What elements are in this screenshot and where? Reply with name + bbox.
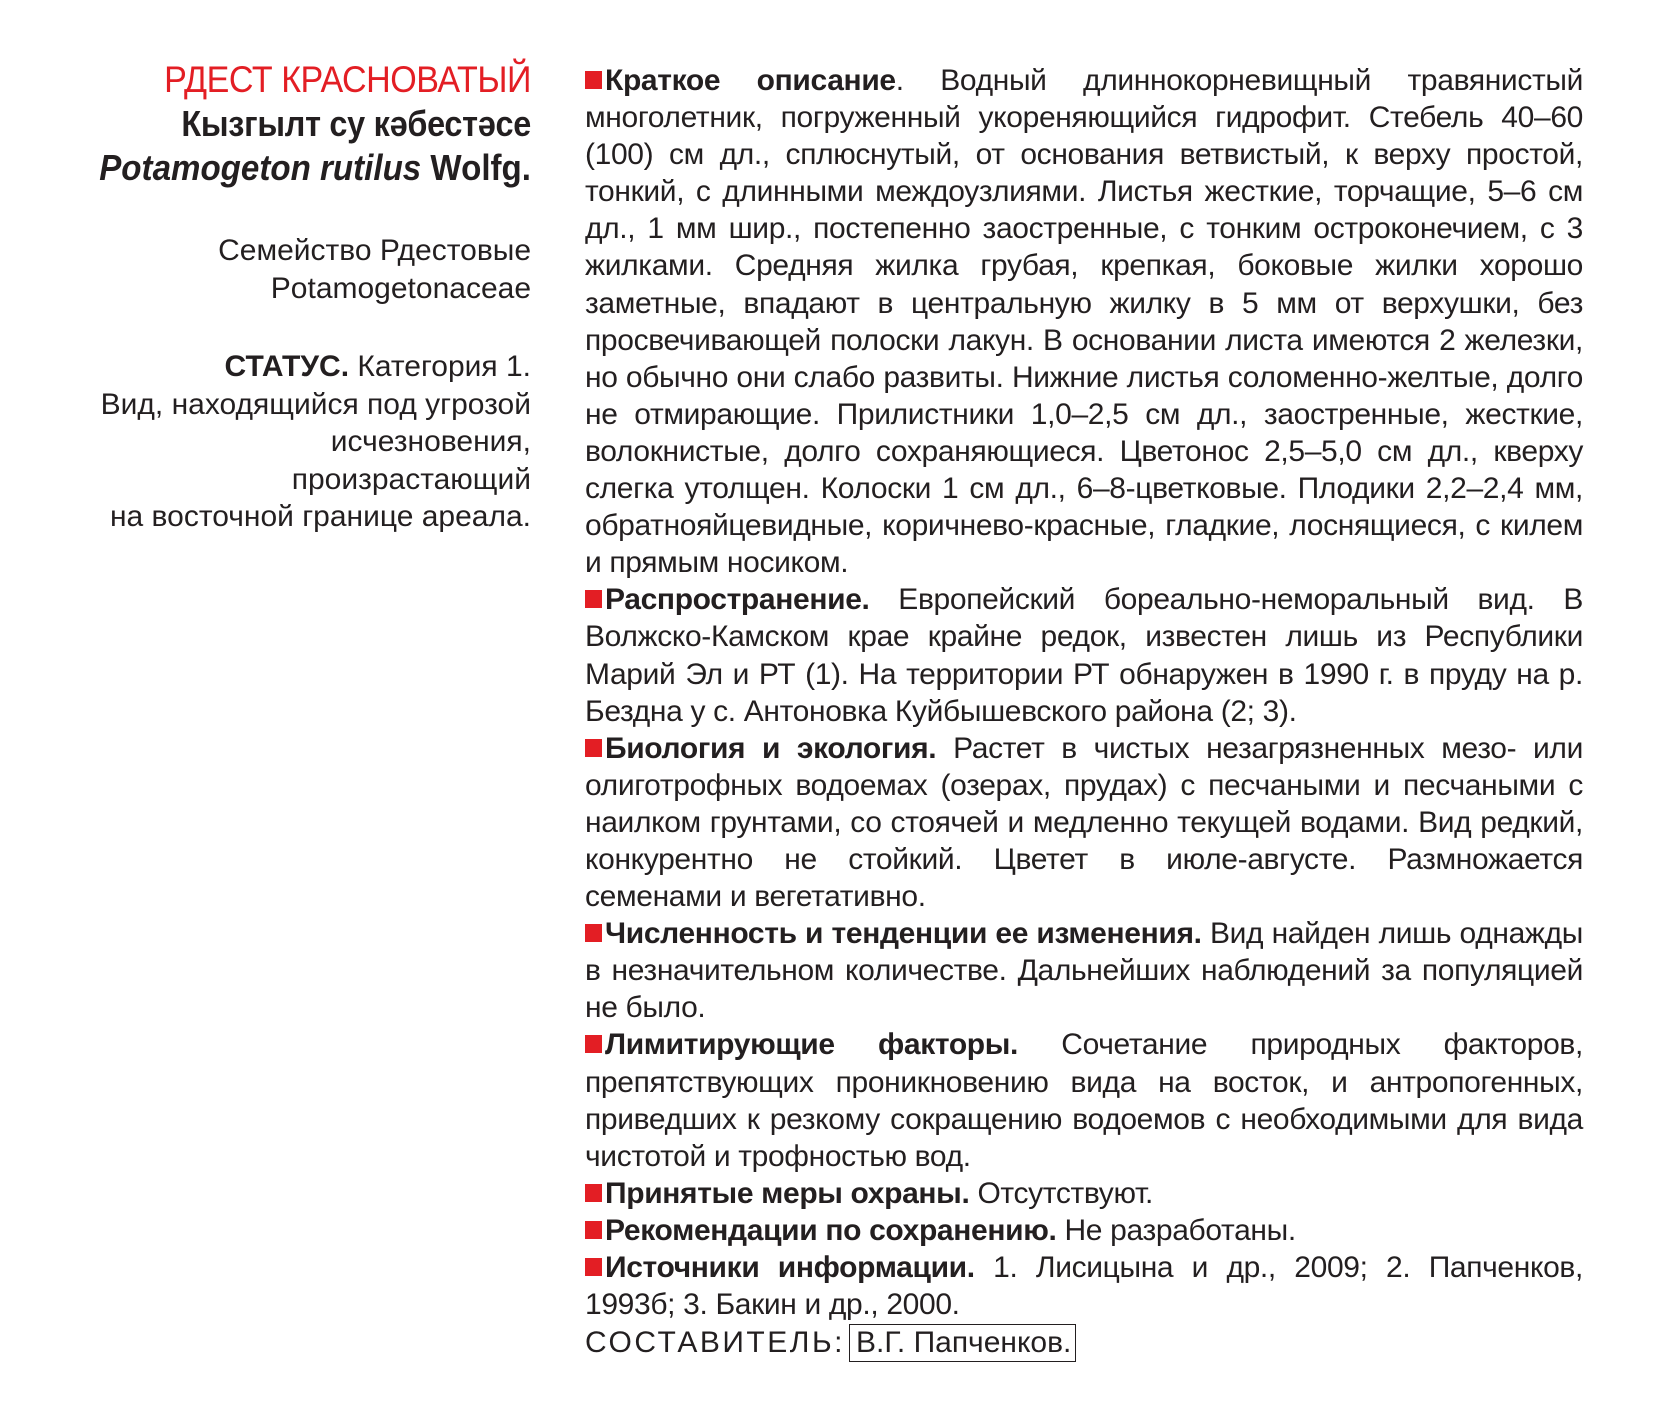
section-limiting-factors — [585, 1026, 1583, 1174]
section-sources — [585, 1249, 1583, 1323]
status-line: произрастающий — [291, 462, 531, 496]
latin-binomial: Potamogeton rutilus — [99, 147, 422, 188]
section-heading: Краткое описание — [605, 64, 896, 97]
author-name: В.Г. Папченков. — [849, 1324, 1076, 1362]
status-line: исчезновения, — [330, 425, 531, 458]
author-label: СОСТАВИТЕЛЬ: — [585, 1326, 845, 1360]
section-heading: Принятые меры охраны. — [605, 1176, 970, 1210]
status-block — [40, 348, 531, 536]
section-heading-punct: . — [895, 64, 904, 97]
section-text: Европейский бореально-неморальный вид. В Волжско-Камском крае крайне редок, известен лишь из Республики Марий Эл и РТ (1). На территории РТ обнаружен в 1990 г. в пруду на р. Бездна у с. Антоновка Куйбышевского района (2; 3). — [585, 583, 1583, 728]
section-heading: Численность и тенденции ее изменения. — [605, 917, 1202, 951]
latin-author: Wolfg. — [430, 147, 531, 188]
section-text: 1. Лисицына и др., 2009; 2. Папченков, 1993б; 3. Бакин и др., 2000. — [585, 1251, 1583, 1322]
red-square-bullet-icon — [585, 1258, 602, 1276]
status-label: СТАТУС. — [224, 350, 350, 383]
species-description — [585, 62, 1583, 1363]
section-heading: Рекомендации по сохранению. — [605, 1213, 1057, 1247]
title-russian: РДЕСТ КРАСНОВАТЫЙ — [164, 59, 531, 100]
section-text: Сочетание природных факторов, препятствующих проникновению вида на восток, и антропогенных, приведших к резкому сокращению водоемов с необходимыми для вида чистотой и трофностью вод. — [585, 1028, 1583, 1173]
red-square-bullet-icon — [585, 1184, 602, 1202]
red-square-bullet-icon — [585, 924, 602, 942]
section-recommendations — [585, 1212, 1583, 1249]
section-biology-ecology — [585, 730, 1583, 915]
family-latin: Potamogetonaceae — [270, 272, 531, 305]
title-latin — [79, 146, 531, 190]
author-line — [585, 1323, 1583, 1363]
title-tatar: Кызгылт су кәбестәсе — [181, 103, 531, 144]
red-square-bullet-icon — [585, 71, 602, 89]
section-text: Растет в чистых незагрязненных мезо- или олиготрофных водоемах (озерах, прудах) с песчаными и песчаными с наилком грунтами, со стоячей и медленно текущей водами. Вид редкий, конкурентно не стойкий. Цветет в июле-августе. Размножается семенами и вегетативно. — [585, 731, 1583, 914]
status-line: Вид, находящийся под угрозой — [100, 387, 531, 421]
family-russian: Семейство Рдестовые — [218, 234, 531, 267]
status-line: на восточной границе ареала. — [109, 500, 531, 533]
status-heading — [40, 348, 531, 386]
section-text: Не разработаны. — [1056, 1213, 1296, 1247]
section-heading: Лимитирующие факторы. — [605, 1028, 1019, 1062]
section-protection-measures — [585, 1175, 1583, 1212]
red-square-bullet-icon — [585, 1221, 602, 1239]
section-heading: Источники информации. — [605, 1251, 975, 1284]
section-distribution — [585, 581, 1583, 729]
red-square-bullet-icon — [585, 590, 602, 608]
section-text: Вид найден лишь однажды в незначительном количестве. Дальнейших наблюдений за популяцией не было. — [585, 917, 1583, 1025]
red-square-bullet-icon — [585, 739, 602, 757]
section-text: Отсутствуют. — [969, 1176, 1153, 1210]
section-heading: Распространение. — [605, 583, 870, 617]
family-block — [40, 232, 531, 308]
section-text: Водный длиннокорневищный травянистый многолетник, погруженный укореняющийся гидрофит. Стебель 40–60 (100) см дл., сплюснутый, от основания ветвистый, к верху простой, тонкий, с длинными междоузлиями. Листья жесткие, торчащие, 5–6 см дл., 1 мм шир., постепенно заостренные, с тонким остроконечием, с 3 жилками. Средняя жилка грубая, крепкая, боковые жилки хорошо заметные, впадают в центральную жилку в 5 мм от верхушки, без просвечивающей полоски лакун. В основании листа имеются 2 железки, но обычно они слабо развиты. Нижние листья соломенно-желтые, долго не отмирающие. Прилистники 1,0–2,5 см дл., заостренные, жесткие, волокнистые, долго сохраняющиеся. Цветонос 2,5–5,0 см дл., кверху слегка утолщен. Колоски 1 см дл., 6–8-цветковые. Плодики 2,2–2,4 мм, обратнояйцевидные, коричнево-красные, гладкие, лоснящиеся, с килем и прямым носиком. — [585, 64, 1583, 580]
red-square-bullet-icon — [585, 1035, 602, 1053]
status-category: Категория 1. — [357, 350, 531, 383]
section-population — [585, 915, 1583, 1026]
section-heading: Биология и экология. — [605, 731, 937, 765]
species-header — [40, 58, 531, 536]
section-short-description — [585, 62, 1583, 581]
